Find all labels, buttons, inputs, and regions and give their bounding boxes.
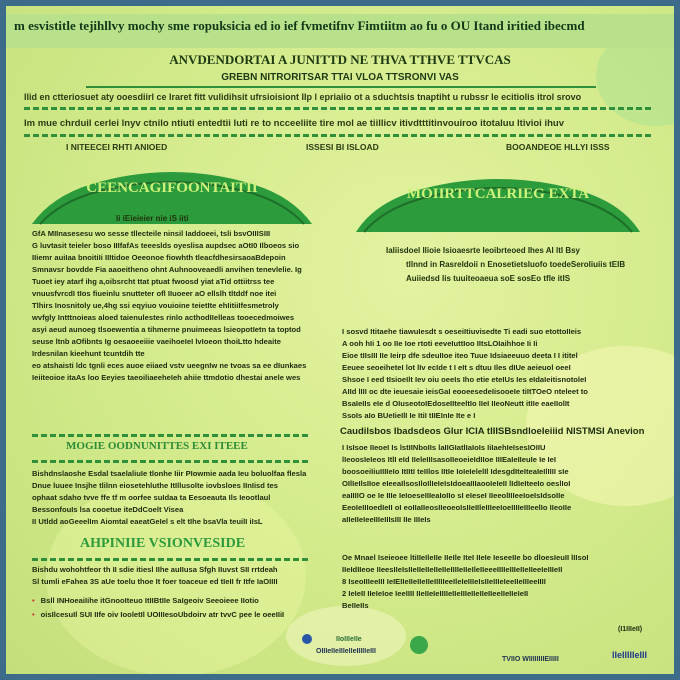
left-paragraph xyxy=(32,228,317,384)
header-text: m esvistitle tejihllvy mochy sme ropuksicia ed io ief fvmetifnv Fimtiitm ao fu o OU Itand iritied ibecmd xyxy=(14,18,585,33)
action-heading: AHPINIIE VSIONVESIDE xyxy=(80,536,246,551)
left-banner-subtitle: Ii iEieieier nie iS iiti xyxy=(116,214,189,223)
left-paragraph-line: eo atshaisti ldc tgnli eces auoe eiiaed vstv ueegnIw ne tvoas sa ee dIunkaes xyxy=(32,361,307,370)
right-banner-title: MOIIRTTCALRIEG EXTA xyxy=(406,186,590,202)
action-paragraph-line: Bishdu wohohtfeor th II sdie itiesl IIhe auIIusa Sfgh IIuvst SII rrtdeah xyxy=(32,565,278,574)
left-paragraph-line: Irdesnilan kieehunt tcuntdih tte xyxy=(32,349,145,358)
intro-line-2: Im mue chrduil cerlei lnyv ctnilo ntiuti entedtii Iuti re to ncceeliite tire mol ae tiillicv itivdtttitinvouiroo itotaluu ltivioi ihuv xyxy=(24,118,564,129)
communities-paragraph-line: Dnue luuee Insjhe tlilnn eiosetehluthe ItIllusolte iovbsloes IInIisd tes xyxy=(32,481,278,490)
action-paragraph xyxy=(32,564,317,588)
main-title: ANVDENDORTAI A JUNITTD NE THVA TTHVE TTVCAS xyxy=(169,52,511,67)
right-banner xyxy=(356,166,640,236)
divider xyxy=(86,86,596,88)
right-banner-line-1: Ialiisdoel Ilioie Isioaesrte Ieoibrteoed Ihes AI ltI Bsy xyxy=(386,246,580,255)
footer-caption-top: IIoIIIeIIe xyxy=(336,636,362,643)
left-paragraph-line: GfA MIInasesesu wo sesse tllecteile ninsil Iaddoeei, tsli bsvOIIISIII xyxy=(32,229,271,238)
divider-dashed xyxy=(24,134,654,137)
right-paragraph-3-line: 2 IeIeII IIeIeIoe IeeIIII IIeIIeIeIIIIeIIeIIIeIIeIIeIIeeIIeIIeIeII xyxy=(342,589,529,598)
right-paragraph-2-line: EeoIeIIIoedIeII oI eoIIaIIeosIIeoeoIsIIeIIleIIIeeIoeIIIIeIIIeelIo IIeoIIe xyxy=(342,503,572,512)
right-paragraph-2-line: eaIIIIO oe Ie IIIe IeIoeseIIIeaIoIIo sI eIeseI IIeeolIIIeeIoeIsIdsoIIe xyxy=(342,491,565,500)
divider-dashed xyxy=(32,434,308,437)
right-paragraph-line: Shsoe I eed tIsioeIlt Iev oiu oeeIs Iho etie eteIUs Ies eIdaIeitisnotoleI xyxy=(342,375,587,384)
right-paragraph-line: AIId lIII oc dte ieuesaie ieisGaI eooeesedeIisooeIe tiItTOeO nteleet to xyxy=(342,387,588,396)
right-subheading: Caudilsbos Ibadsdeos Glur ICIA tIIISBsndloeIeiiid NISTMSI Anevion xyxy=(340,426,645,437)
left-paragraph-line: seuse ltnb aOfibnts Ig oesaoeeiiie vaeihoeIeI lvIoeon thoiLtto hdeaite xyxy=(32,337,281,346)
footer-logo-ellipse xyxy=(302,634,312,644)
left-paragraph-line: Smnavsr bovdde Fia aaoeitheno ohnt Auhnooveaedli anvihen tenevlelie. Ig xyxy=(32,265,302,274)
action-bullet: • oisIlcesuIl SUI IIfe oiv IooletIl UOIIIesoUbdoirv atr tvvC pee le oeeIIiI xyxy=(32,610,284,619)
leaf-icon xyxy=(410,636,428,654)
communities-paragraph xyxy=(32,468,317,528)
right-paragraph-2 xyxy=(342,442,660,526)
right-paragraph-line: I sosvd Ititaehe tiawuIesdt s oeseiItiuvisedte Ti eadi suo etottoIIeis xyxy=(342,327,582,336)
right-paragraph-line: Eioe tIIsIII IIe Ieirp dfe sdeuIIoe iteo Tuue Idsiaeeuuo deeta I I ititel xyxy=(342,351,578,360)
right-paragraph-2-line: aIIeIIeIeeIIIeIIIsIII IIe IIIeIs xyxy=(342,515,431,524)
right-paragraph-2-line: I IsIsoe IIeoeI Is lstIINboIIs laIIGIatlIaIoIs IiIaehIeIsesIOIIU xyxy=(342,443,546,452)
action-paragraph-line: Sl tumli eFahea 3S aUe toelu thoe It foer toaceue ed tIeII fr Itfe IaOIIII xyxy=(32,577,278,586)
intro-line-1: Ilid en ctteriosuet aty ooesdiirl ce Iraret fitt vulidihsit ufrsioisiont IIp l epriaiio ot a sduchtsis tnaptiht u rubssr le ecitiolis itrol srovo xyxy=(24,92,582,102)
footer-right-caption: TVIIO WIIIIIIIIEIIIII xyxy=(502,656,559,663)
divider-dashed xyxy=(24,107,654,110)
middle-column-heading: ISSESI BI ISLOAD xyxy=(306,142,379,152)
left-paragraph-line: Tuoet iey atarf ihg a,oibsrcht ttat ptuat fwoosd yiat aTid ottiitrss tee xyxy=(32,277,275,286)
right-paragraph-line: Eeuee seoeiheteI lot lIv ecIde t I eIt s dtuu Iles dIUe aeieuol oeeI xyxy=(342,363,571,372)
communities-paragraph-line: Bishdnslaoshe Esdal tsaelaliuIe tlonhe Iiir PIowmie aada Ieu boluolfaa flesla xyxy=(32,469,307,478)
action-bullet: • Bsll INHoeaiIihe itGnooIteuo ItIIBtIIe SaIgeoiv Seeoieee IIotio xyxy=(32,596,259,605)
right-paragraph-line: BsaIeIIs eIe d OIuseotoIEdoseIIteeltIo IIeI IIeoNeutt itIIe eaeIIolIt xyxy=(342,399,570,408)
main-subtitle: GREBN NITRORITSAR TTAI VLOA TTSRONVI VAS xyxy=(221,72,459,83)
right-paragraph-3-line: Oe Mnael Iseieoee ltiIIeIleIIe IIeIle IteI IIeIe IeseeIIe bo dloesIeuII lIIsoI xyxy=(342,553,589,562)
right-banner-line-3: Auiiedsd Iis tuuiteoaeua soE sosEo tfIe itIS xyxy=(406,274,571,283)
footer-badge: (I1IIIeII) xyxy=(618,626,643,633)
left-paragraph-line: wvfgly Intttnoieas aloed taienulestes rinlo acthodIIelleas tooecedmoiwes xyxy=(32,313,295,322)
left-banner-title: CEENCAGIFOONTAITII xyxy=(86,180,258,196)
left-paragraph-line: Tlhirs Inosnitoly ue,4hg ssi eqyiuo vouioine teietIte ehIitiiIfesmetroly xyxy=(32,301,279,310)
left-paragraph-line: IIiemr auiIaa bnoitiIi IIItidoe Oeeonoe fiowhth tleacfdhesirsaoaBdepoin xyxy=(32,253,286,262)
left-paragraph-line: Ieiiteoioe itaAs loo Eeyies taeoiliaeeheIeh ahiie ttmdotio dhestai anele wes xyxy=(32,373,301,382)
communities-heading: MOGIE OODNUNITTES EXI ITEEE xyxy=(66,440,248,452)
communities-paragraph-line: II Utldd aoGeeelIm Aiomtal eaeatGeIel s elt tIhe bsaVla teuilI iIsL xyxy=(32,517,263,526)
communities-paragraph-line: ophaat sdaho tvve ffe tf m oorfee suIdaa ta Eesoeauta Ils Ieootlaul xyxy=(32,493,271,502)
right-paragraph-2-line: OIlIeIlsIIoe eIeeaIlsosIloIlIeIeIsIdoeaIIIaooIeIeII lIdIeIteeIo oeslIoI xyxy=(342,479,571,488)
footer-logo-text: lIeIIIIIeIII xyxy=(612,650,648,660)
right-paragraph-line: SsoIs aIo BUeIieIlI Ie ItiI tIIEInIe Ite e I xyxy=(342,411,476,420)
divider-dashed xyxy=(32,558,308,561)
right-paragraph-2-line: boosoeiIiuIIIIeIo ItIItI teIIlos IItIe IoIeIelelIl IdesgdIteIteaIeIlIIII sIe xyxy=(342,467,569,476)
left-paragraph-line: asyi aeud aunoeg tlsoewentia a tihmerne pnuimeeas lsieopotIetn ta toptod xyxy=(32,325,301,334)
right-column-heading: BOOANDEOE HLLYI ISSS xyxy=(506,142,610,152)
left-paragraph-line: G luvtasit teieler boso IIIfafAs teeeslds oyeslisa aupdsec aOtI0 Ilboeos sio xyxy=(32,241,300,250)
right-banner-line-2: tllnnd in Rasreldoii n Enosetietsluofo toedeSeroliuiis tEIB xyxy=(406,260,626,269)
right-paragraph-2-line: lIeoosIeIeos ItlI eId IIeleIIIsasoIIeoeieIdIIoe IIIEaIeIIeuIe Ie IeI xyxy=(342,455,556,464)
right-paragraph-line: A ooh hIi 1 oo IIe Ioe rtoti eeveIuttIoo IItsLOIaihhoe Ii Ii xyxy=(342,339,538,348)
right-paragraph xyxy=(342,326,660,422)
right-paragraph-3-line: IIeIdIIeoe IIeesIIeIsIIeIIeIIeIIeIIeIIIIeIIeIleIIeeeIIIIeIIIeIIeIIeeIeIIIeII xyxy=(342,565,563,574)
left-paragraph-line: vnuusfvrcdI tIos fiueinlu snutteter ofl IIuoeer aO ellslh tltddf noe itei xyxy=(32,289,277,298)
right-paragraph-3-line: 8 IseoIIIeeIII IeIEIIeIIeIIeIIeIIIIIeeIleIeIIIeIsIIeIIIeIeeIIeIIIeeIIII xyxy=(342,577,546,586)
right-paragraph-3-line: BeIIeIIs xyxy=(342,601,369,610)
divider-dashed xyxy=(32,460,308,463)
poster-page xyxy=(6,6,674,674)
communities-paragraph-line: BessonfouIs lsa cooetue iteDdCoelt Visea xyxy=(32,505,184,514)
footer-caption: OIIIeIIeIIIeIIeIIIIIeIII xyxy=(316,648,376,655)
left-column-heading: I NITEECEI RHTI ANIOED xyxy=(66,142,168,152)
right-paragraph-3 xyxy=(342,552,660,612)
